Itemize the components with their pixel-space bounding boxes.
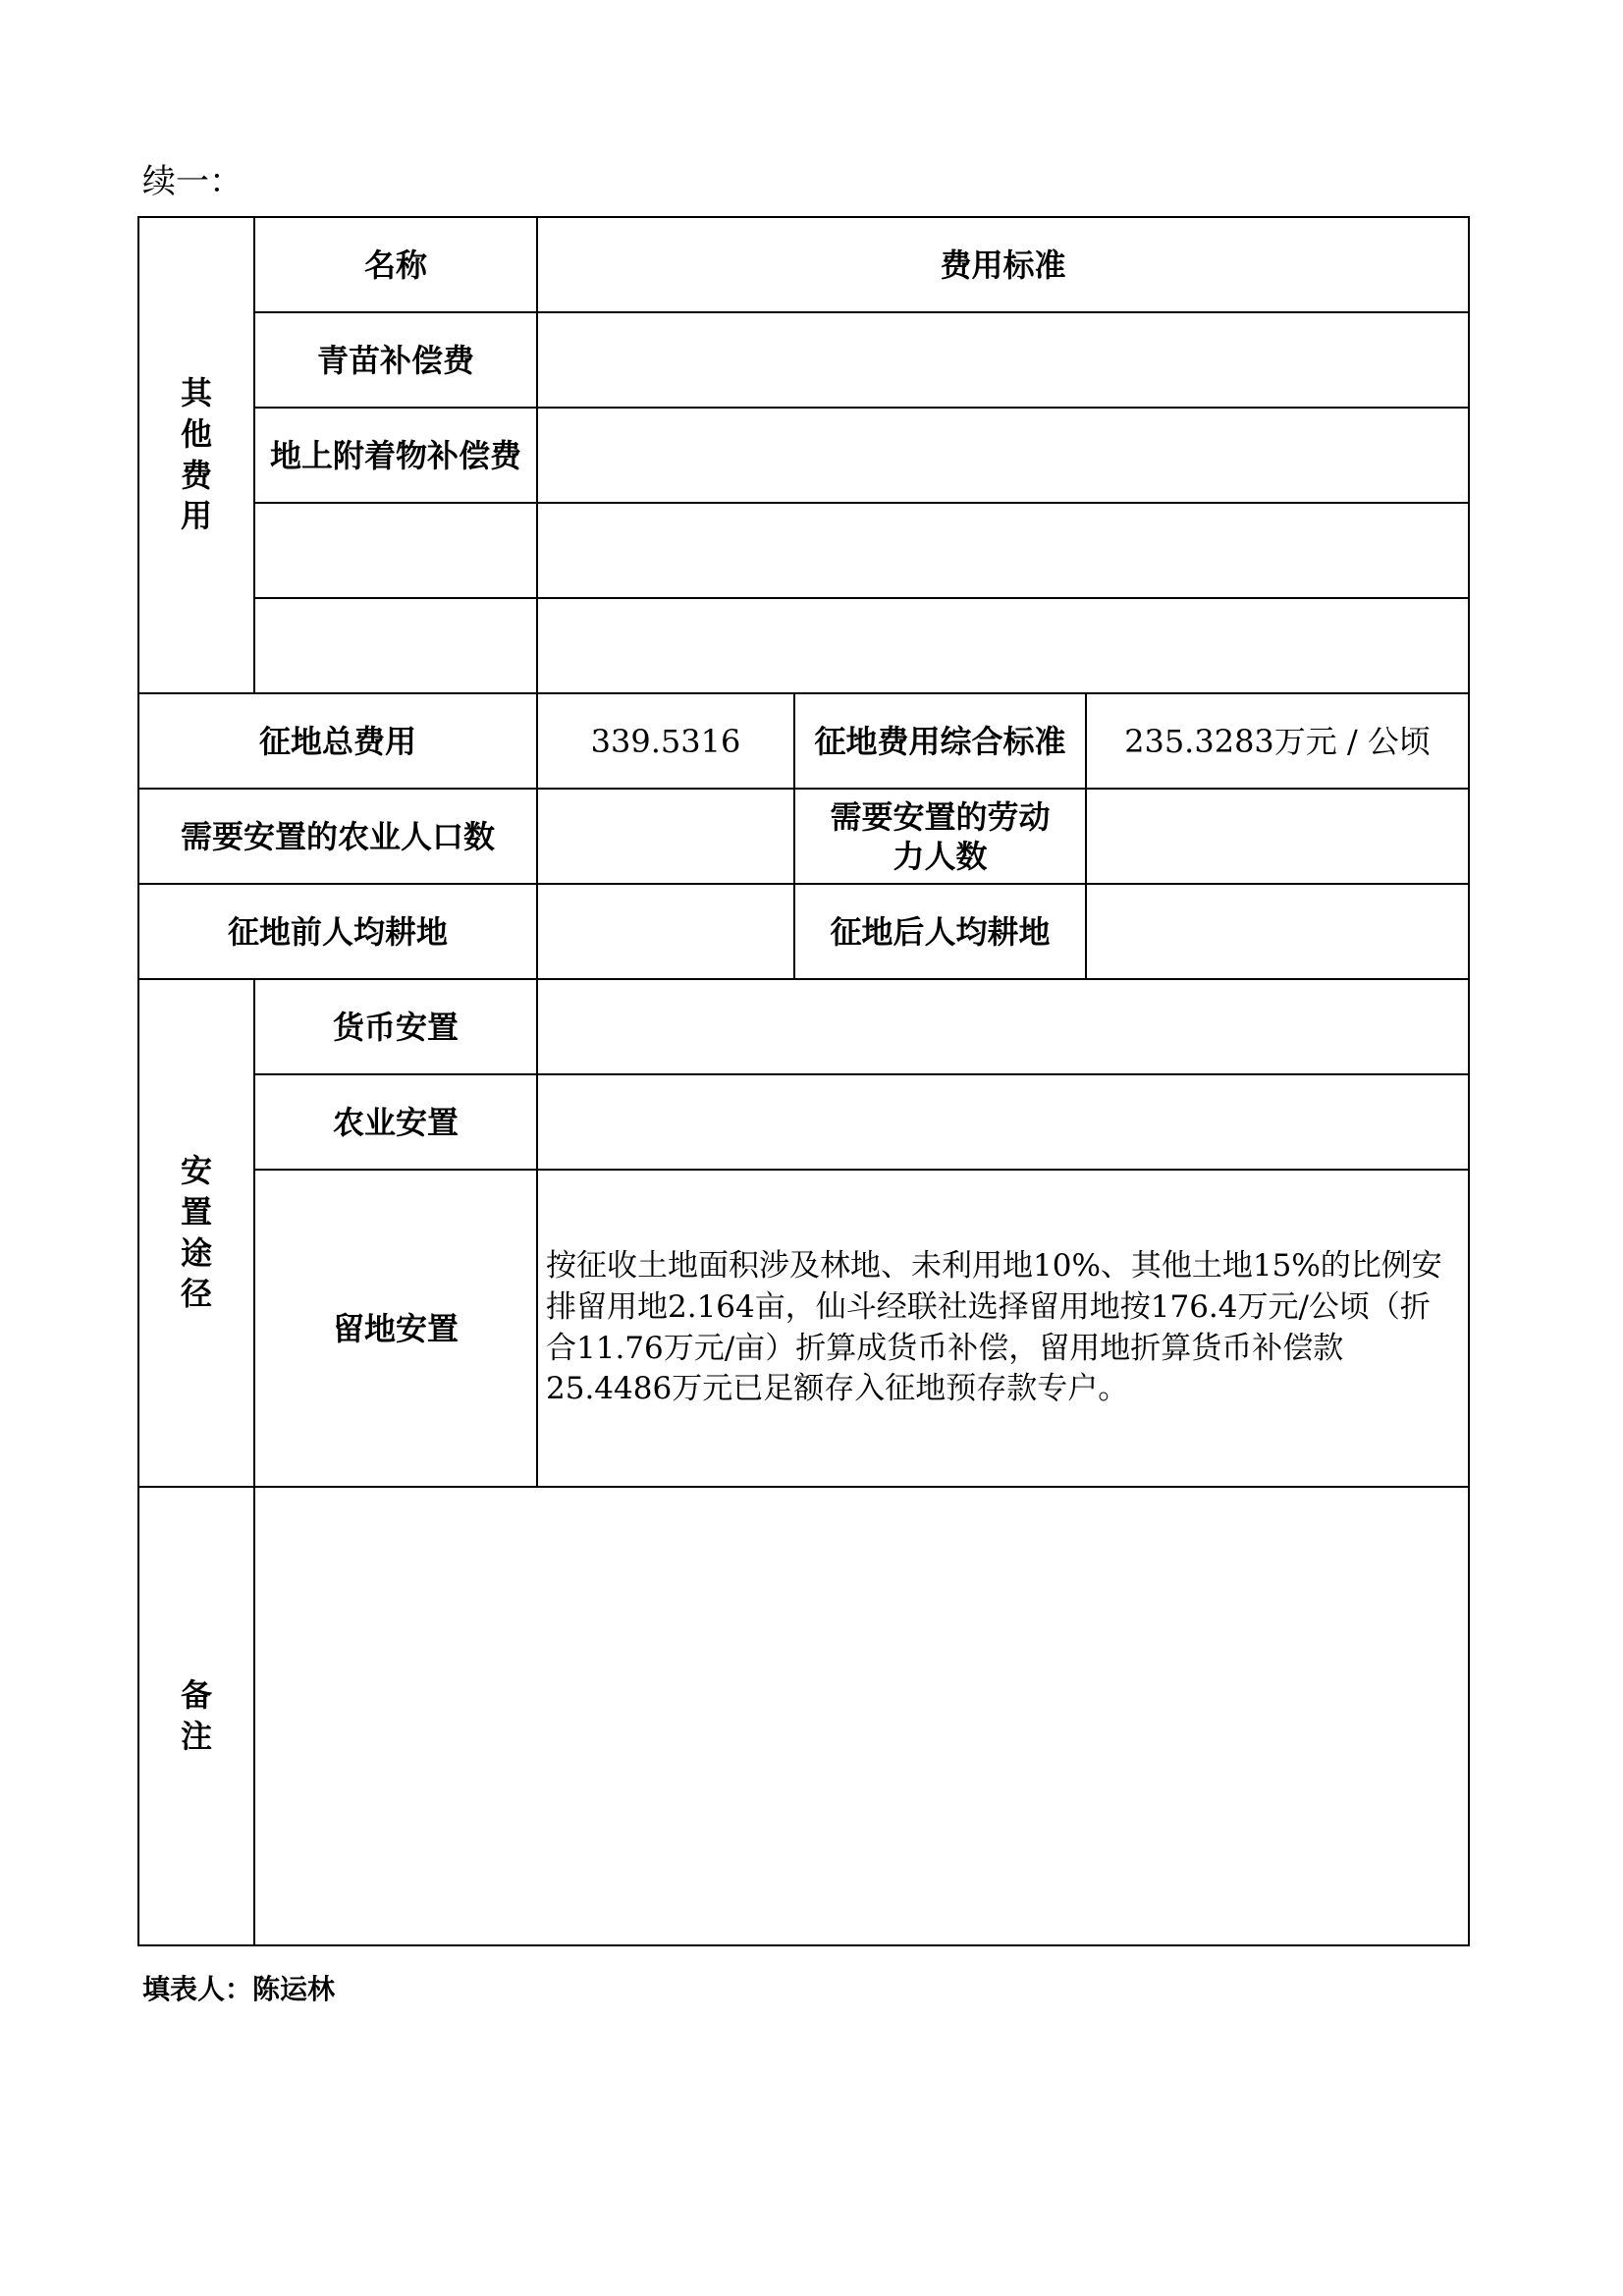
form-filler: 填表人：陈运林 (142, 1973, 336, 2005)
farmland-before-value (537, 884, 794, 979)
labor-count-label: 需要安置的劳动力人数 (794, 789, 1086, 884)
total-fee-row (138, 693, 1469, 789)
farmland-after-label: 征地后人均耕地 (794, 884, 1086, 979)
resettlement-method-name: 农业安置 (254, 1074, 537, 1170)
resettlement-method-content (537, 1074, 1469, 1170)
other-fees-row (138, 503, 1469, 598)
fee-name-cell (254, 598, 537, 693)
remarks-content (254, 1487, 1469, 1945)
resettlement-method-name: 货币安置 (254, 979, 537, 1074)
other-fees-row (138, 408, 1469, 503)
fee-standard-cell (537, 312, 1469, 408)
other-fees-row (138, 598, 1469, 693)
resettlement-section-label: 安置途径 (138, 979, 254, 1487)
other-fees-section-label: 其他费用 (138, 217, 254, 693)
column-header-fee-standard: 费用标准 (537, 217, 1469, 312)
composite-standard-label: 征地费用综合标准 (794, 693, 1086, 789)
other-fees-header-row (138, 217, 1469, 312)
fee-name-cell: 地上附着物补偿费 (254, 408, 537, 503)
labor-count-value (1086, 789, 1469, 884)
resettlement-row (138, 1170, 1469, 1487)
continuation-label: 续一： (142, 162, 243, 201)
resettlement-row (138, 1074, 1469, 1170)
fee-standard-cell (537, 408, 1469, 503)
agri-population-label: 需要安置的农业人口数 (138, 789, 537, 884)
remarks-row (138, 1487, 1469, 1945)
fee-standard-cell (537, 598, 1469, 693)
total-fee-value: 339.5316 (537, 693, 794, 789)
other-fees-row (138, 312, 1469, 408)
land-acquisition-form-table (137, 216, 1470, 1946)
resettlement-method-name: 留地安置 (254, 1170, 537, 1487)
fee-name-cell (254, 503, 537, 598)
fee-name-cell: 青苗补偿费 (254, 312, 537, 408)
population-row (138, 789, 1469, 884)
remarks-label: 备注 (138, 1487, 254, 1945)
column-header-name: 名称 (254, 217, 537, 312)
farmland-before-label: 征地前人均耕地 (138, 884, 537, 979)
fee-standard-cell (537, 503, 1469, 598)
farmland-row (138, 884, 1469, 979)
resettlement-method-content (537, 979, 1469, 1074)
reserved-land-description: 按征收土地面积涉及林地、未利用地10%、其他土地15%的比例安排留用地2.164亩，仙斗经联社选择留用地按176.4万元/公顷（折合11.76万元/亩）折算成货币补偿，留用地折算货币补偿款25.4486万元已足额存入征地预存款专户。 (537, 1170, 1469, 1487)
agri-population-value (537, 789, 794, 884)
farmland-after-value (1086, 884, 1469, 979)
total-fee-label: 征地总费用 (138, 693, 537, 789)
composite-standard-value: 235.3283万元 / 公顷 (1086, 693, 1469, 789)
resettlement-row (138, 979, 1469, 1074)
